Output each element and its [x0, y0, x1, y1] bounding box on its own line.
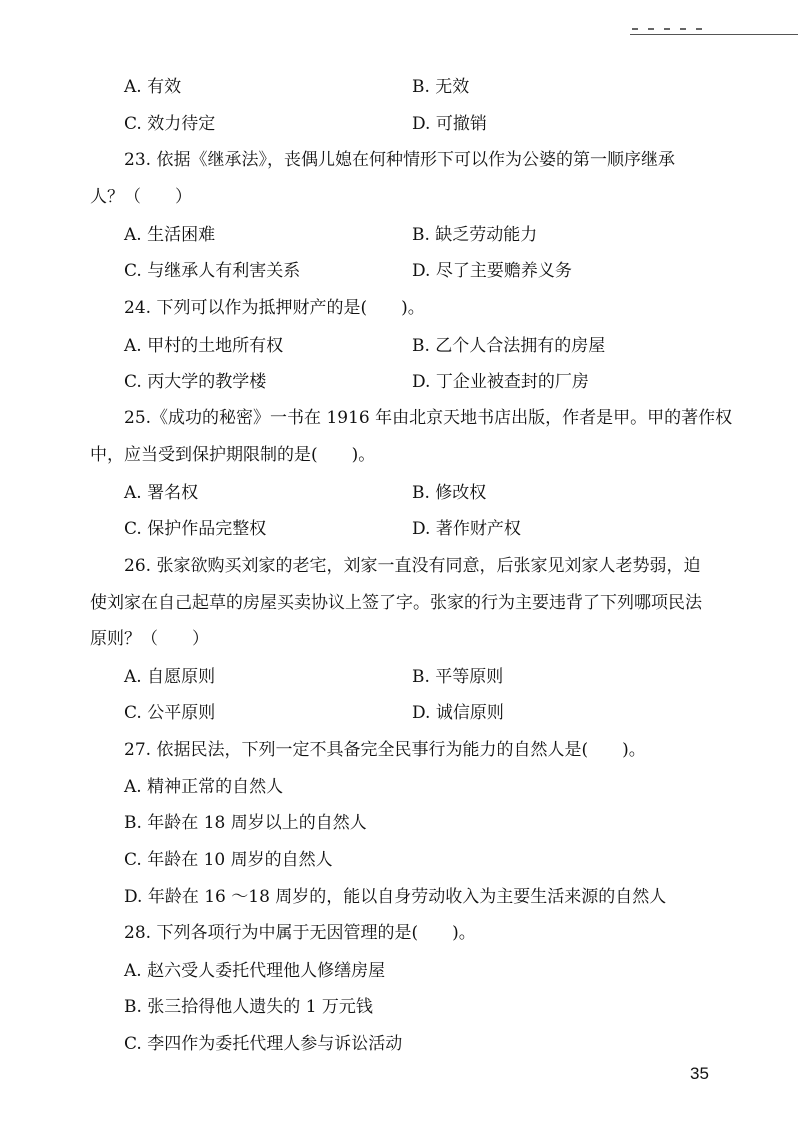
q26-stem-line2: 使刘家在自己起草的房屋买卖协议上签了字。张家的行为主要违背了下列哪项民法: [90, 593, 702, 613]
q25-option-b: B. 修改权: [412, 483, 487, 503]
q28-option-a: A. 赵六受人委托代理他人修缮房屋: [124, 961, 386, 981]
q23-option-a: A. 生活困难: [124, 225, 216, 245]
q26-option-a: A. 自愿原则: [124, 667, 216, 687]
q22-option-a: A. 有效: [124, 77, 182, 97]
q23-option-c: C. 与继承人有利害关系: [124, 261, 301, 281]
q26-option-b: B. 平等原则: [412, 667, 504, 687]
q26-option-d: D. 诚信原则: [412, 703, 504, 723]
header-rule: [630, 34, 798, 35]
q26-stem-line1: 26. 张家欲购买刘家的老宅，刘家一直没有同意，后张家见刘家人老势弱，迫: [124, 556, 701, 576]
q25-stem-line1: 25.《成功的秘密》一书在 1916 年由北京天地书店出版，作者是甲。甲的著作权: [124, 408, 733, 428]
q23-stem-line1: 23. 依据《继承法》，丧偶儿媳在何种情形下可以作为公婆的第一顺序继承: [124, 150, 675, 170]
header-ornament: [632, 28, 722, 32]
q22-option-d: D. 可撤销: [412, 114, 487, 134]
q23-stem-line2: 人？（ ）: [90, 187, 192, 207]
q27-option-c: C. 年龄在 10 周岁的自然人: [124, 850, 333, 870]
q26-option-c: C. 公平原则: [124, 703, 216, 723]
q24-option-d: D. 丁企业被查封的厂房: [412, 372, 589, 392]
q28-option-b: B. 张三拾得他人遗失的 1 万元钱: [124, 997, 373, 1017]
q25-stem-line2: 中，应当受到保护期限制的是( )。: [90, 445, 376, 465]
q28-stem: 28. 下列各项行为中属于无因管理的是( )。: [124, 923, 476, 943]
q24-option-b: B. 乙个人合法拥有的房屋: [412, 336, 606, 356]
q24-option-c: C. 丙大学的教学楼: [124, 372, 267, 392]
q25-option-d: D. 著作财产权: [412, 519, 521, 539]
q27-stem: 27. 依据民法，下列一定不具备完全民事行为能力的自然人是( )。: [124, 740, 646, 760]
page-number: 35: [690, 1064, 709, 1083]
q27-option-d: D. 年龄在 16 ～18 周岁的，能以自身劳动收入为主要生活来源的自然人: [124, 887, 667, 907]
q22-option-c: C. 效力待定: [124, 114, 216, 134]
q24-stem: 24. 下列可以作为抵押财产的是( )。: [124, 298, 425, 318]
q24-option-a: A. 甲村的土地所有权: [124, 336, 284, 356]
q25-option-c: C. 保护作品完整权: [124, 519, 267, 539]
q23-option-b: B. 缺乏劳动能力: [412, 225, 538, 245]
q27-option-b: B. 年龄在 18 周岁以上的自然人: [124, 813, 367, 833]
q28-option-c: C. 李四作为委托代理人参与诉讼活动: [124, 1034, 403, 1054]
q26-stem-line3: 原则？（ ）: [90, 629, 209, 649]
q27-option-a: A. 精神正常的自然人: [124, 777, 284, 797]
q22-option-b: B. 无效: [412, 77, 470, 97]
q23-option-d: D. 尽了主要赡养义务: [412, 261, 572, 281]
q25-option-a: A. 署名权: [124, 483, 199, 503]
